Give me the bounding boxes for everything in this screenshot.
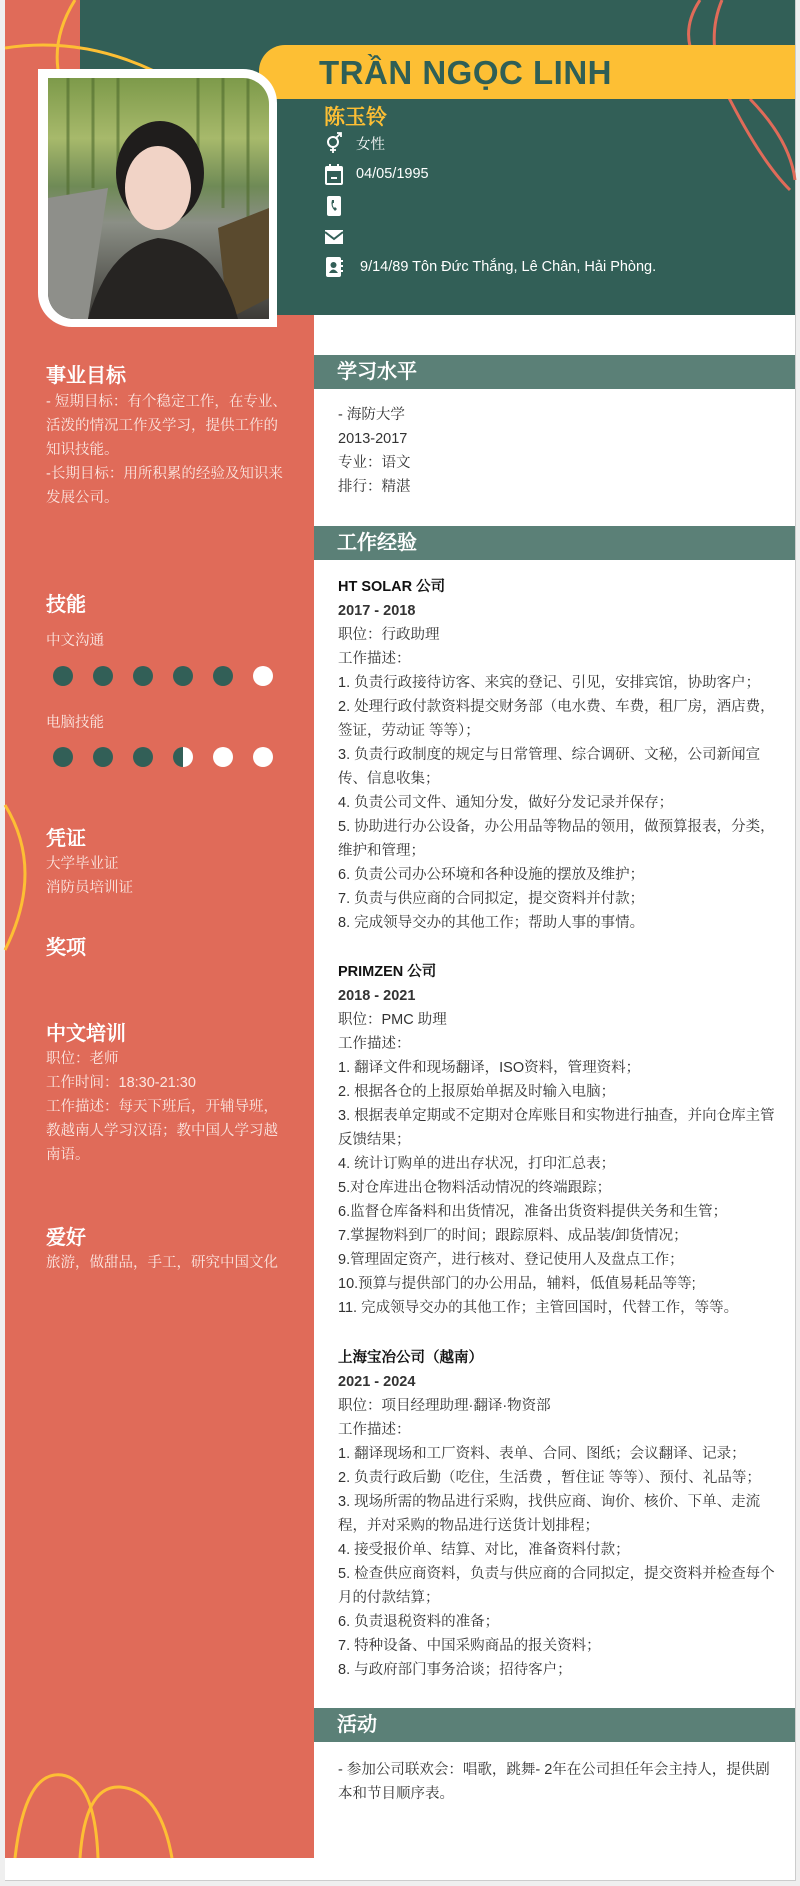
job-desc-label: 工作描述： — [338, 651, 411, 667]
job-duty: 3. 负责行政制度的规定与日常管理、综合调研、文秘，公司新闻宣传、信息收集； — [338, 747, 761, 787]
job-years: 2017 - 2018 — [338, 603, 416, 619]
job-duty: 4. 统计订购单的进出存状况，打印汇总表； — [338, 1156, 616, 1172]
job-years: 2018 - 2021 — [338, 988, 416, 1004]
job-desc-label: 工作描述： — [338, 1422, 411, 1438]
birthdate-value: 04/05/1995 — [356, 166, 429, 182]
email-icon — [324, 226, 344, 248]
rating-dot-half — [173, 747, 193, 767]
major: 专业：语文 — [338, 455, 411, 471]
education-years: 2013-2017 — [338, 431, 408, 447]
rating-dot-filled — [133, 747, 153, 767]
address-row — [324, 255, 656, 279]
job-duty: 3. 根据表单定期或不定期对仓库账目和实物进行抽查，并向仓库主管反馈结果； — [338, 1108, 775, 1148]
activities-text: - 参加公司联欢会：唱歌，跳舞- 2年在公司担任年会主持人，提供剧本和节目顺序表。 — [338, 1762, 770, 1802]
objective-long-term: -长期目标：用所积累的经验及知识来发展公司。 — [46, 466, 283, 506]
job-duty: 8. 与政府部门事务洽谈；招待客户； — [338, 1662, 572, 1678]
address-value: 9/14/89 Tôn Đức Thắng, Lê Chân, Hải Phòng. — [360, 259, 657, 275]
skills-heading: 技能 — [46, 594, 86, 616]
rating-dot-filled — [53, 666, 73, 686]
job-years: 2021 - 2024 — [338, 1374, 416, 1390]
training-text — [46, 1047, 292, 1167]
skill-name: 电脑技能 — [46, 715, 104, 731]
certificates-list — [46, 852, 292, 900]
job-duty: 11. 完成领导交办的其他工作；主管回国时，代替工作，等等。 — [338, 1300, 739, 1316]
experience-heading: 工作经验 — [314, 526, 795, 560]
job-entry — [338, 960, 778, 1320]
training-hours: 工作时间：18:30-21:30 — [46, 1075, 196, 1091]
training-position: 职位：老师 — [46, 1051, 119, 1067]
birthdate-row — [324, 162, 429, 186]
job-duty: 1. 翻译现场和工厂资料、表单、合同、图纸；会议翻译、记录； — [338, 1446, 746, 1462]
objective-heading: 事业目标 — [46, 365, 126, 387]
gender-row — [324, 131, 385, 155]
job-duty: 7. 负责与供应商的合同拟定，提交资料并付款； — [338, 891, 645, 907]
job-company: PRIMZEN 公司 — [338, 964, 437, 980]
job-duty: 4. 接受报价单、结算、对比，准备资料付款； — [338, 1542, 630, 1558]
education-content — [338, 403, 778, 499]
job-duty: 7. 特种设备、中国采购商品的报关资料； — [338, 1638, 601, 1654]
profile-photo — [48, 78, 269, 319]
rating-dot-empty — [213, 747, 233, 767]
rating-dot-filled — [173, 666, 193, 686]
job-duty: 1. 负责行政接待访客、来宾的登记、引见，安排宾馆，协助客户； — [338, 675, 761, 691]
awards-heading: 奖项 — [46, 937, 86, 959]
phone-row — [324, 194, 356, 218]
job-duty: 6. 负责退税资料的准备； — [338, 1614, 500, 1630]
activities-heading: 活动 — [314, 1708, 795, 1742]
job-duty: 3. 现场所需的物品进行采购，找供应商、询价、核价、下单、走流程，并对采购的物品进行送货计划排程； — [338, 1494, 761, 1534]
address-book-icon — [324, 256, 344, 278]
skill-rating-chinese — [53, 666, 273, 686]
full-name: TRẦN NGỌC LINH — [319, 54, 612, 91]
rating-dot-empty — [253, 747, 273, 767]
calendar-icon — [324, 163, 344, 185]
phone-icon — [324, 195, 344, 217]
training-description: 工作描述：每天下班后，开辅导班，教越南人学习汉语；教中国人学习越南语。 — [46, 1099, 278, 1163]
rating-dot-filled — [53, 747, 73, 767]
gender-value: 女性 — [356, 136, 385, 153]
rating-dot-filled — [93, 666, 113, 686]
job-company: HT SOLAR 公司 — [338, 579, 446, 595]
hobbies-text: 旅游，做甜品，手工，研究中国文化 — [46, 1255, 278, 1271]
job-duty: 2. 根据各仓的上报原始单据及时输入电脑； — [338, 1084, 616, 1100]
training-heading: 中文培训 — [46, 1023, 126, 1045]
job-duty: 2. 处理行政付款资料提交财务部（电水费、车费，租厂房，酒店费，签证，劳动证 等等）； — [338, 699, 775, 739]
job-duty: 1. 翻译文件和现场翻译，ISO资料，管理资料； — [338, 1060, 641, 1076]
job-duty: 6.监督仓库备料和出货情况，准备出货资料提供关务和生管； — [338, 1204, 728, 1220]
job-position: 职位：项目经理助理·翻译·物资部 — [338, 1398, 551, 1414]
skill-rating-computer — [53, 747, 273, 767]
job-duty: 5.对仓库进出仓物料活动情况的终端跟踪； — [338, 1180, 612, 1196]
rank: 排行：精湛 — [338, 479, 411, 495]
gender-icon — [324, 132, 344, 154]
skill-name: 中文沟通 — [46, 633, 104, 649]
school: - 海防大学 — [338, 407, 405, 423]
job-duty: 7.掌握物料到厂的时间；跟踪原料、成品装/卸货情况； — [338, 1228, 688, 1244]
job-desc-label: 工作描述： — [338, 1036, 411, 1052]
education-heading: 学习水平 — [314, 355, 795, 389]
rating-dot-filled — [213, 666, 233, 686]
job-duty: 6. 负责公司办公环境和各种设施的摆放及维护； — [338, 867, 645, 883]
job-duty: 9.管理固定资产，进行核对、登记使用人及盘点工作； — [338, 1252, 684, 1268]
job-duty: 4. 负责公司文件、通知分发，做好分发记录并保存； — [338, 795, 674, 811]
job-position: 职位：行政助理 — [338, 627, 440, 643]
email-row — [324, 225, 356, 249]
job-entry — [338, 1346, 778, 1682]
job-duty: 5. 检查供应商资料，负责与供应商的合同拟定，提交资料并检查每个月的付款结算； — [338, 1566, 775, 1606]
certificates-heading: 凭证 — [46, 828, 86, 850]
job-position: 职位：PMC 助理 — [338, 1012, 447, 1028]
certificate-item: 消防员培训证 — [46, 880, 133, 896]
job-duty: 2. 负责行政后勤（吃住，生活费 ，暂住证 等等）、预付、礼品等； — [338, 1470, 761, 1486]
rating-dot-filled — [93, 747, 113, 767]
objective-short-term: - 短期目标：有个稳定工作，在专业、活泼的情况工作及学习，提供工作的知识技能。 — [46, 394, 287, 458]
profile-photo-frame — [38, 69, 277, 327]
rating-dot-filled — [133, 666, 153, 686]
job-duty: 10.预算与提供部门的办公用品，辅料，低值易耗品等等; — [338, 1276, 696, 1292]
job-duty: 5. 协助进行办公设备，办公用品等物品的领用，做预算报表，分类，维护和管理； — [338, 819, 775, 859]
hobbies-heading: 爱好 — [46, 1227, 86, 1249]
objective-text — [46, 390, 292, 510]
job-duty: 8. 完成领导交办的其他工作；帮助人事的事情。 — [338, 915, 645, 931]
job-company: 上海宝冶公司（越南） — [338, 1350, 483, 1366]
rating-dot-empty — [253, 666, 273, 686]
chinese-name: 陈玉铃 — [324, 106, 387, 129]
certificate-item: 大学毕业证 — [46, 856, 119, 872]
job-entry — [338, 575, 778, 935]
